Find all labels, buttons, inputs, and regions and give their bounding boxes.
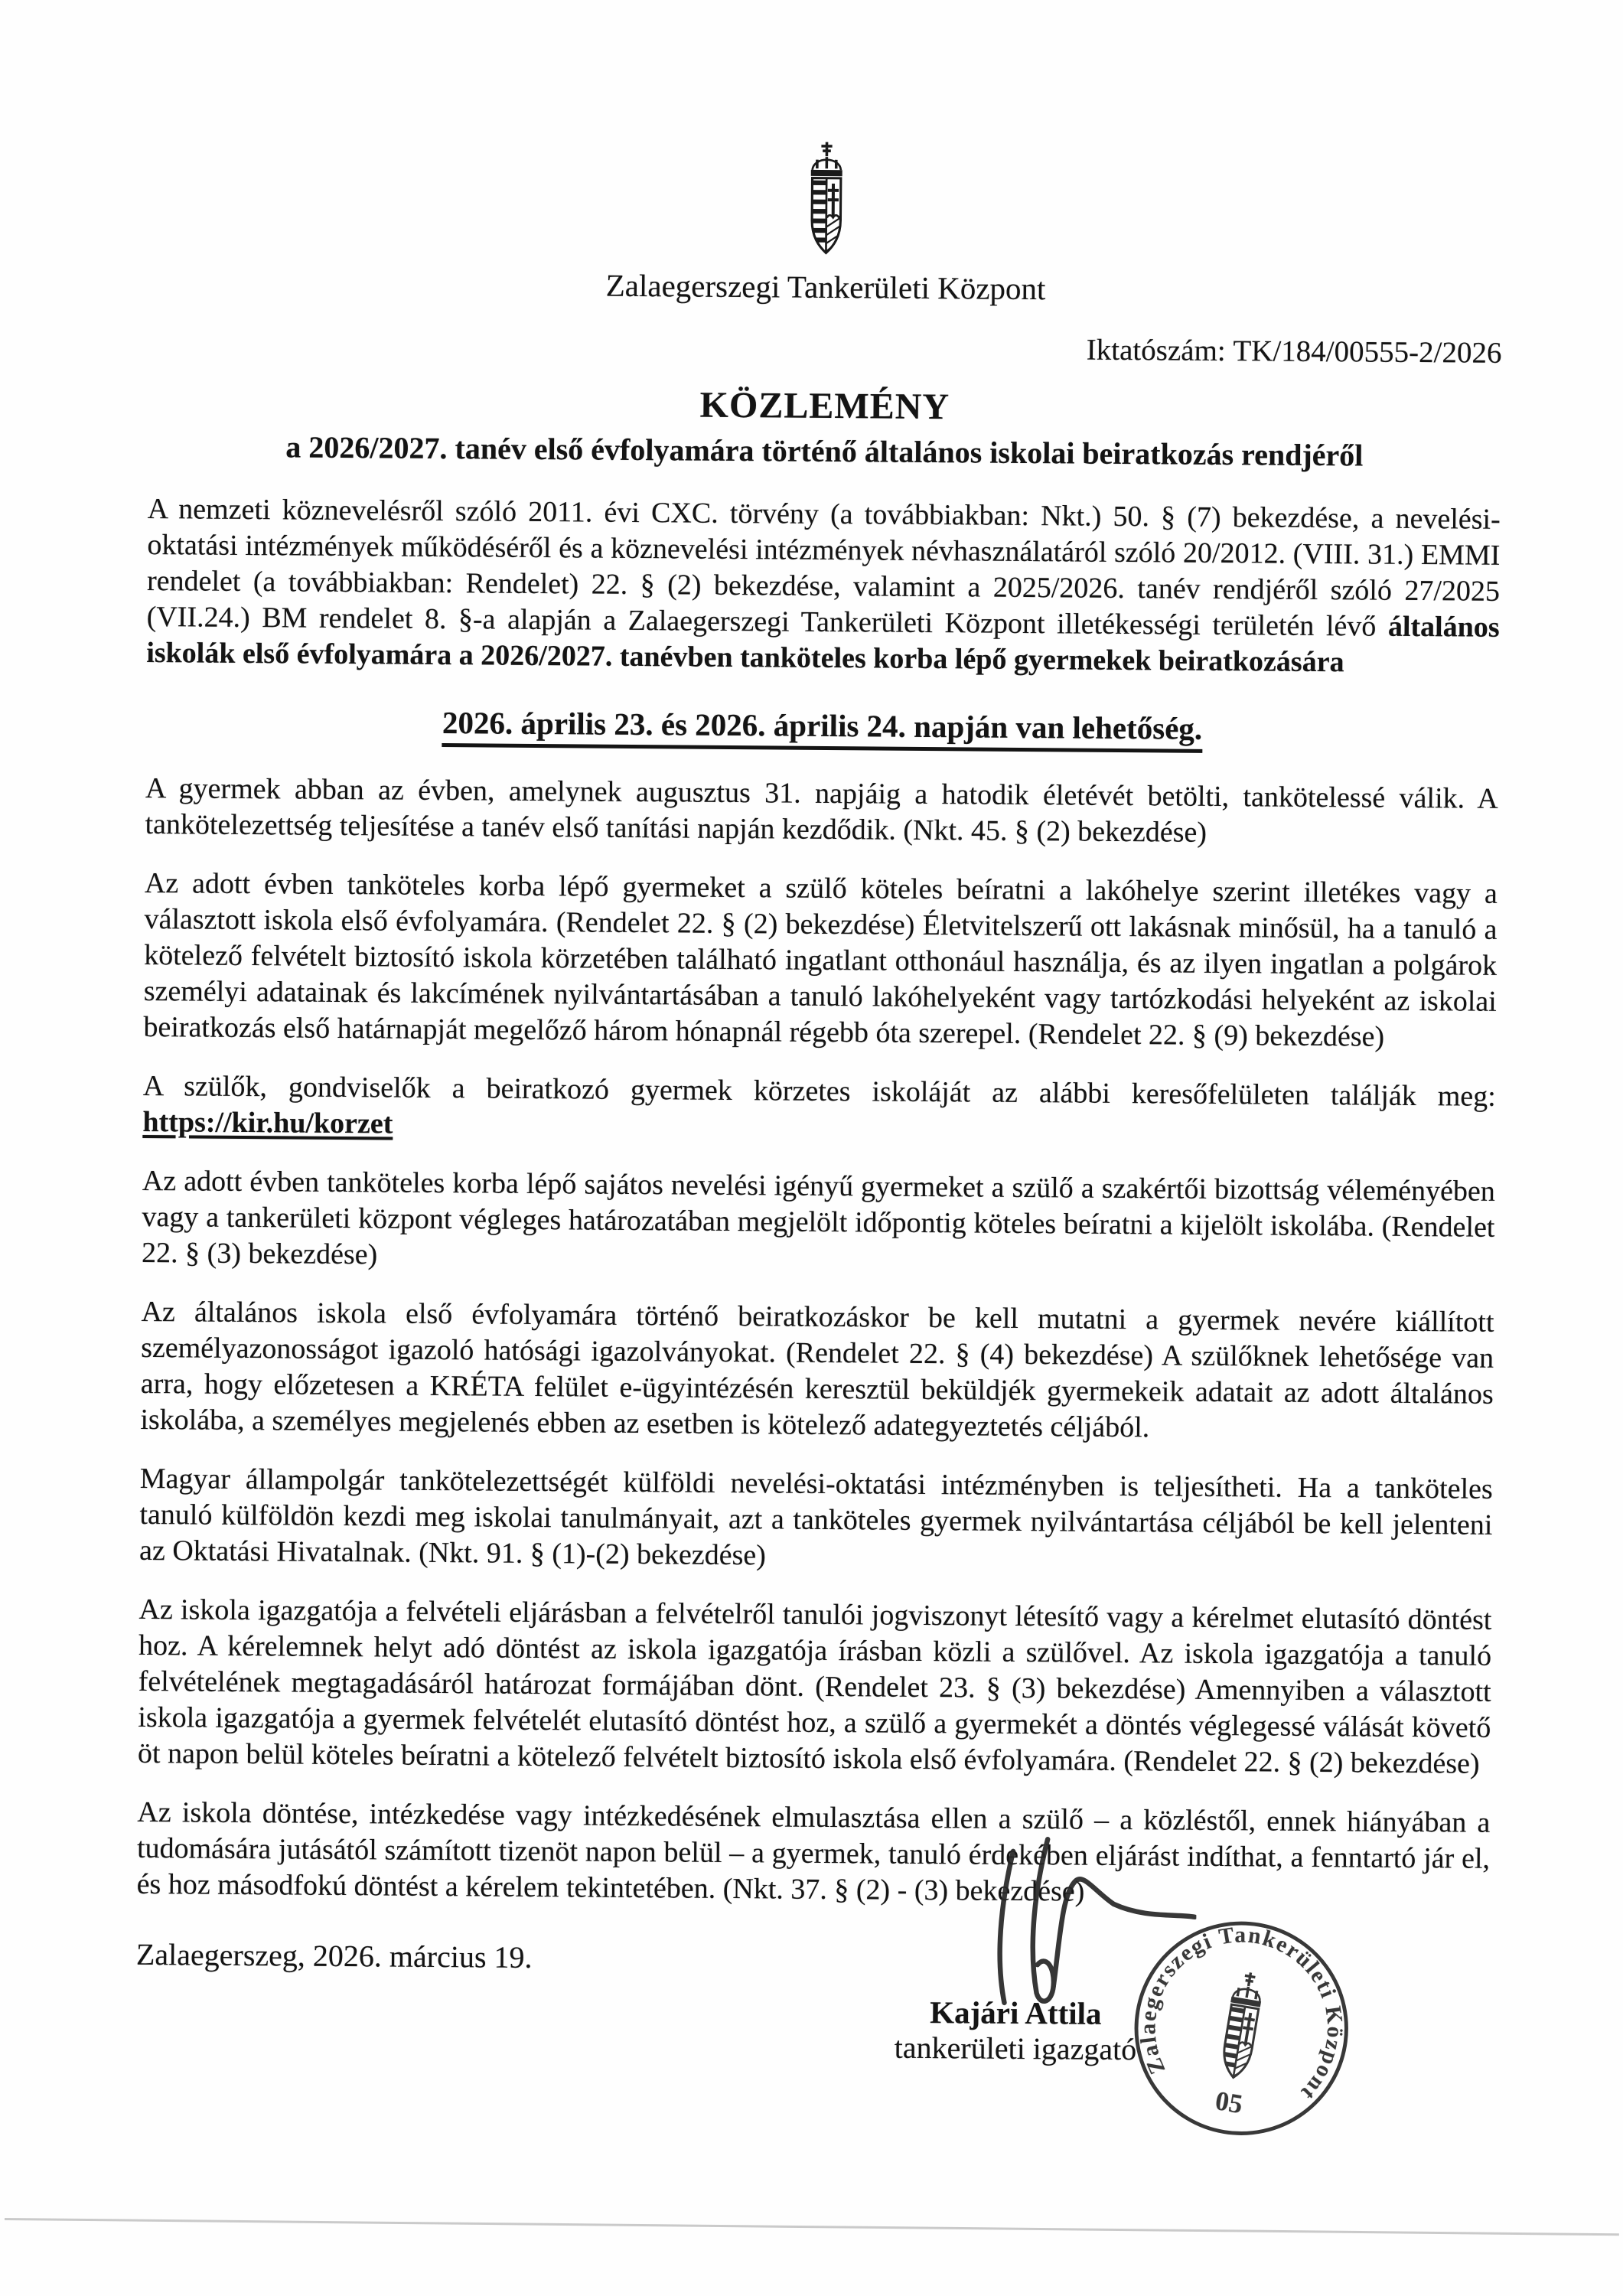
stamp-coat-of-arms-icon: [1218, 1970, 1266, 2080]
paragraph-admission-decision: Az iskola igazgatója a felvételi eljárásban a felvételről tanulói jogviszonyt létesítő vagy a kérelmet elutasító döntést hoz. A kérelemnek helyt adó döntést az iskola igazgatója írásban közli a szülővel. Az iskola igazgatója a tanuló felvételének megtagadásáról határozat formájában dönt. (Rendelet 23. § (3) bekezdése) Amennyiben a választott iskola igazgatója a gyermek felvételét elutasító döntést hoz, a szülő a gyermekét a döntés véglegessé válását követő öt napon belül köteles beíratni a kötelező felvételt biztosító iskola első évfolyamára. (Rendelet 22. § (2) bekezdése): [137, 1593, 1492, 1780]
legal-basis-bold-emphasis: általános iskolák első évfolyamára a 2026/2027. tanévben tanköteles korba lépő gyermekek beiratkozására: [146, 610, 1500, 679]
paragraph-legal-basis: [146, 491, 1501, 682]
paragraph-foreign-education: Magyar állampolgár tankötelezettségét külföldi nevelési-oktatási intézményben is teljesítheti. Ha a tanköteles tanuló külföldön kezdi meg iskolai tanulmányait, azt a tanköteles gyermek nyilvántartása céljából be kell jelenteni az Oktatási Hivatalnak. (Nkt. 91. § (1)-(2) bekezdése): [139, 1463, 1493, 1572]
document-subtitle: a 2026/2027. tanév első évfolyamára történő általános iskolai beiratkozás rendjéről: [285, 429, 1364, 473]
paragraph-compulsory-age: A gyermek abban az évben, amelynek augusztus 31. napjáig a hatodik életévét betölti, tankötelessé válik. A tankötelezettség teljesítése a tanév első tanítási napján kezdődik. (Nkt. 45. § (2) bekezdése): [145, 772, 1499, 849]
document-title: KÖZLEMÉNY: [699, 384, 950, 428]
stamp-number: 05: [1213, 2086, 1245, 2120]
signature-footer: [134, 1923, 1490, 2296]
paragraph-district-search: [142, 1068, 1496, 1151]
paragraph-documents-kreta: Az általános iskola első évfolyamára történő beiratkozáskor be kell mutatni a gyermek nevére kiállított személyazonosságot igazoló hatósági igazolványokat. (Rendelet 22. § (4) bekezdése) A szülőknek lehetősége van arra, hogy előzetesen a KRÉTA felület e-ügyintézésén keresztül beküldjék gyermekeik adatait az adott általános iskolába, a személyes megjelenés ebben az esetben is kötelező adategyeztetés céljából.: [140, 1296, 1494, 1444]
hungarian-coat-of-arms-icon: [794, 140, 859, 263]
paragraph-appeal-procedure: Az iskola döntése, intézkedése vagy intézkedésének elmulasztása ellen a szülő – a közléstől, ennek hiányában a tudomására jutásától számított tizenöt napon belül – a gyermek, tanuló érdekében eljárást indíthat, a fenntartó jár el, és hoz másodfokú döntést a kérelem tekintetében. (Nkt. 37. § (2) - (3) bekezdése): [136, 1796, 1491, 1908]
registration-number-line: [148, 325, 1501, 370]
signer-title: tankerületi igazgató: [894, 2030, 1137, 2067]
registration-number: TK/184/00555-2/2026: [1233, 334, 1502, 370]
document-content: [134, 0, 1504, 2296]
district-search-text: A szülők, gondviselők a beiratkozó gyermek körzetes iskoláját az alábbi keresőfelületen találják meg:: [142, 1070, 1496, 1113]
registration-label: Iktatószám:: [1086, 333, 1226, 368]
enrollment-dates-line: [145, 702, 1498, 749]
place-and-date: Zalaegerszeg, 2026. március 19.: [135, 1937, 533, 1975]
enrollment-dates-text: 2026. április 23. és 2026. április 24. napján van lehetőség.: [442, 705, 1203, 753]
legal-basis-text: A nemzeti köznevelésről szóló 2011. évi CXC. törvény (a továbbiakban: Nkt.) 50. § (7) bekezdése, a nevelési-oktatási intézmények működéséről és a köznevelési intézmények névhasználatáról szóló 20/2012. (VIII. 31.) EMMI rendelet (a továbbiakban: Rendelet) 22. § (2) bekezdése, valamint a 2025/2026. tanév rendjéről szóló 27/2025 (VII.24.) BM rendelet 8. §-a alapján a Zalaegerszegi Tankerületi Központ illetékességi területén lévő: [146, 493, 1501, 643]
korzet-search-link[interactable]: https://kir.hu/korzet: [142, 1106, 393, 1140]
paragraph-residence-rules: Az adott évben tanköteles korba lépő gyermeket a szülő köteles beíratni a lakóhelye szerint illetékes vagy a választott iskola első évfolyamára. (Rendelet 22. § (2) bekezdése) Életvitelszerű ott lakásnak minősül, ha a tanuló a kötelező felvételt biztosító iskola körzetében található ingatlant otthonául használja, és az ilyen ingatlan a polgárok személyi adatainak és lakcímének nyilvántartásában a tanuló lakóhelyeként vagy tartózkodási helyeként az iskolai beiratkozás első határnapját megelőző három hónapnál régebb óta szerepel. (Rendelet 22. § (9) bekezdése): [143, 867, 1498, 1053]
stamp-ring-text: Zalaegerszegi Tankerületi Központ: [1136, 1923, 1348, 2106]
paragraph-sen-children: Az adott évben tanköteles korba lépő sajátos nevelési igényű gyermeket a szülő a szakértői bizottság véleményében vagy a tankerületi központ végleges határozatában megjelölt időpontig köteles beíratni a kijelölt iskolába. (Rendelet 22. § (3) bekezdése): [141, 1165, 1495, 1271]
organization-name: Zalaegerszegi Tankerületi Központ: [605, 267, 1046, 307]
round-official-stamp-icon: [1112, 1899, 1370, 2157]
signer-name: Kajári Attila: [930, 1994, 1102, 2031]
